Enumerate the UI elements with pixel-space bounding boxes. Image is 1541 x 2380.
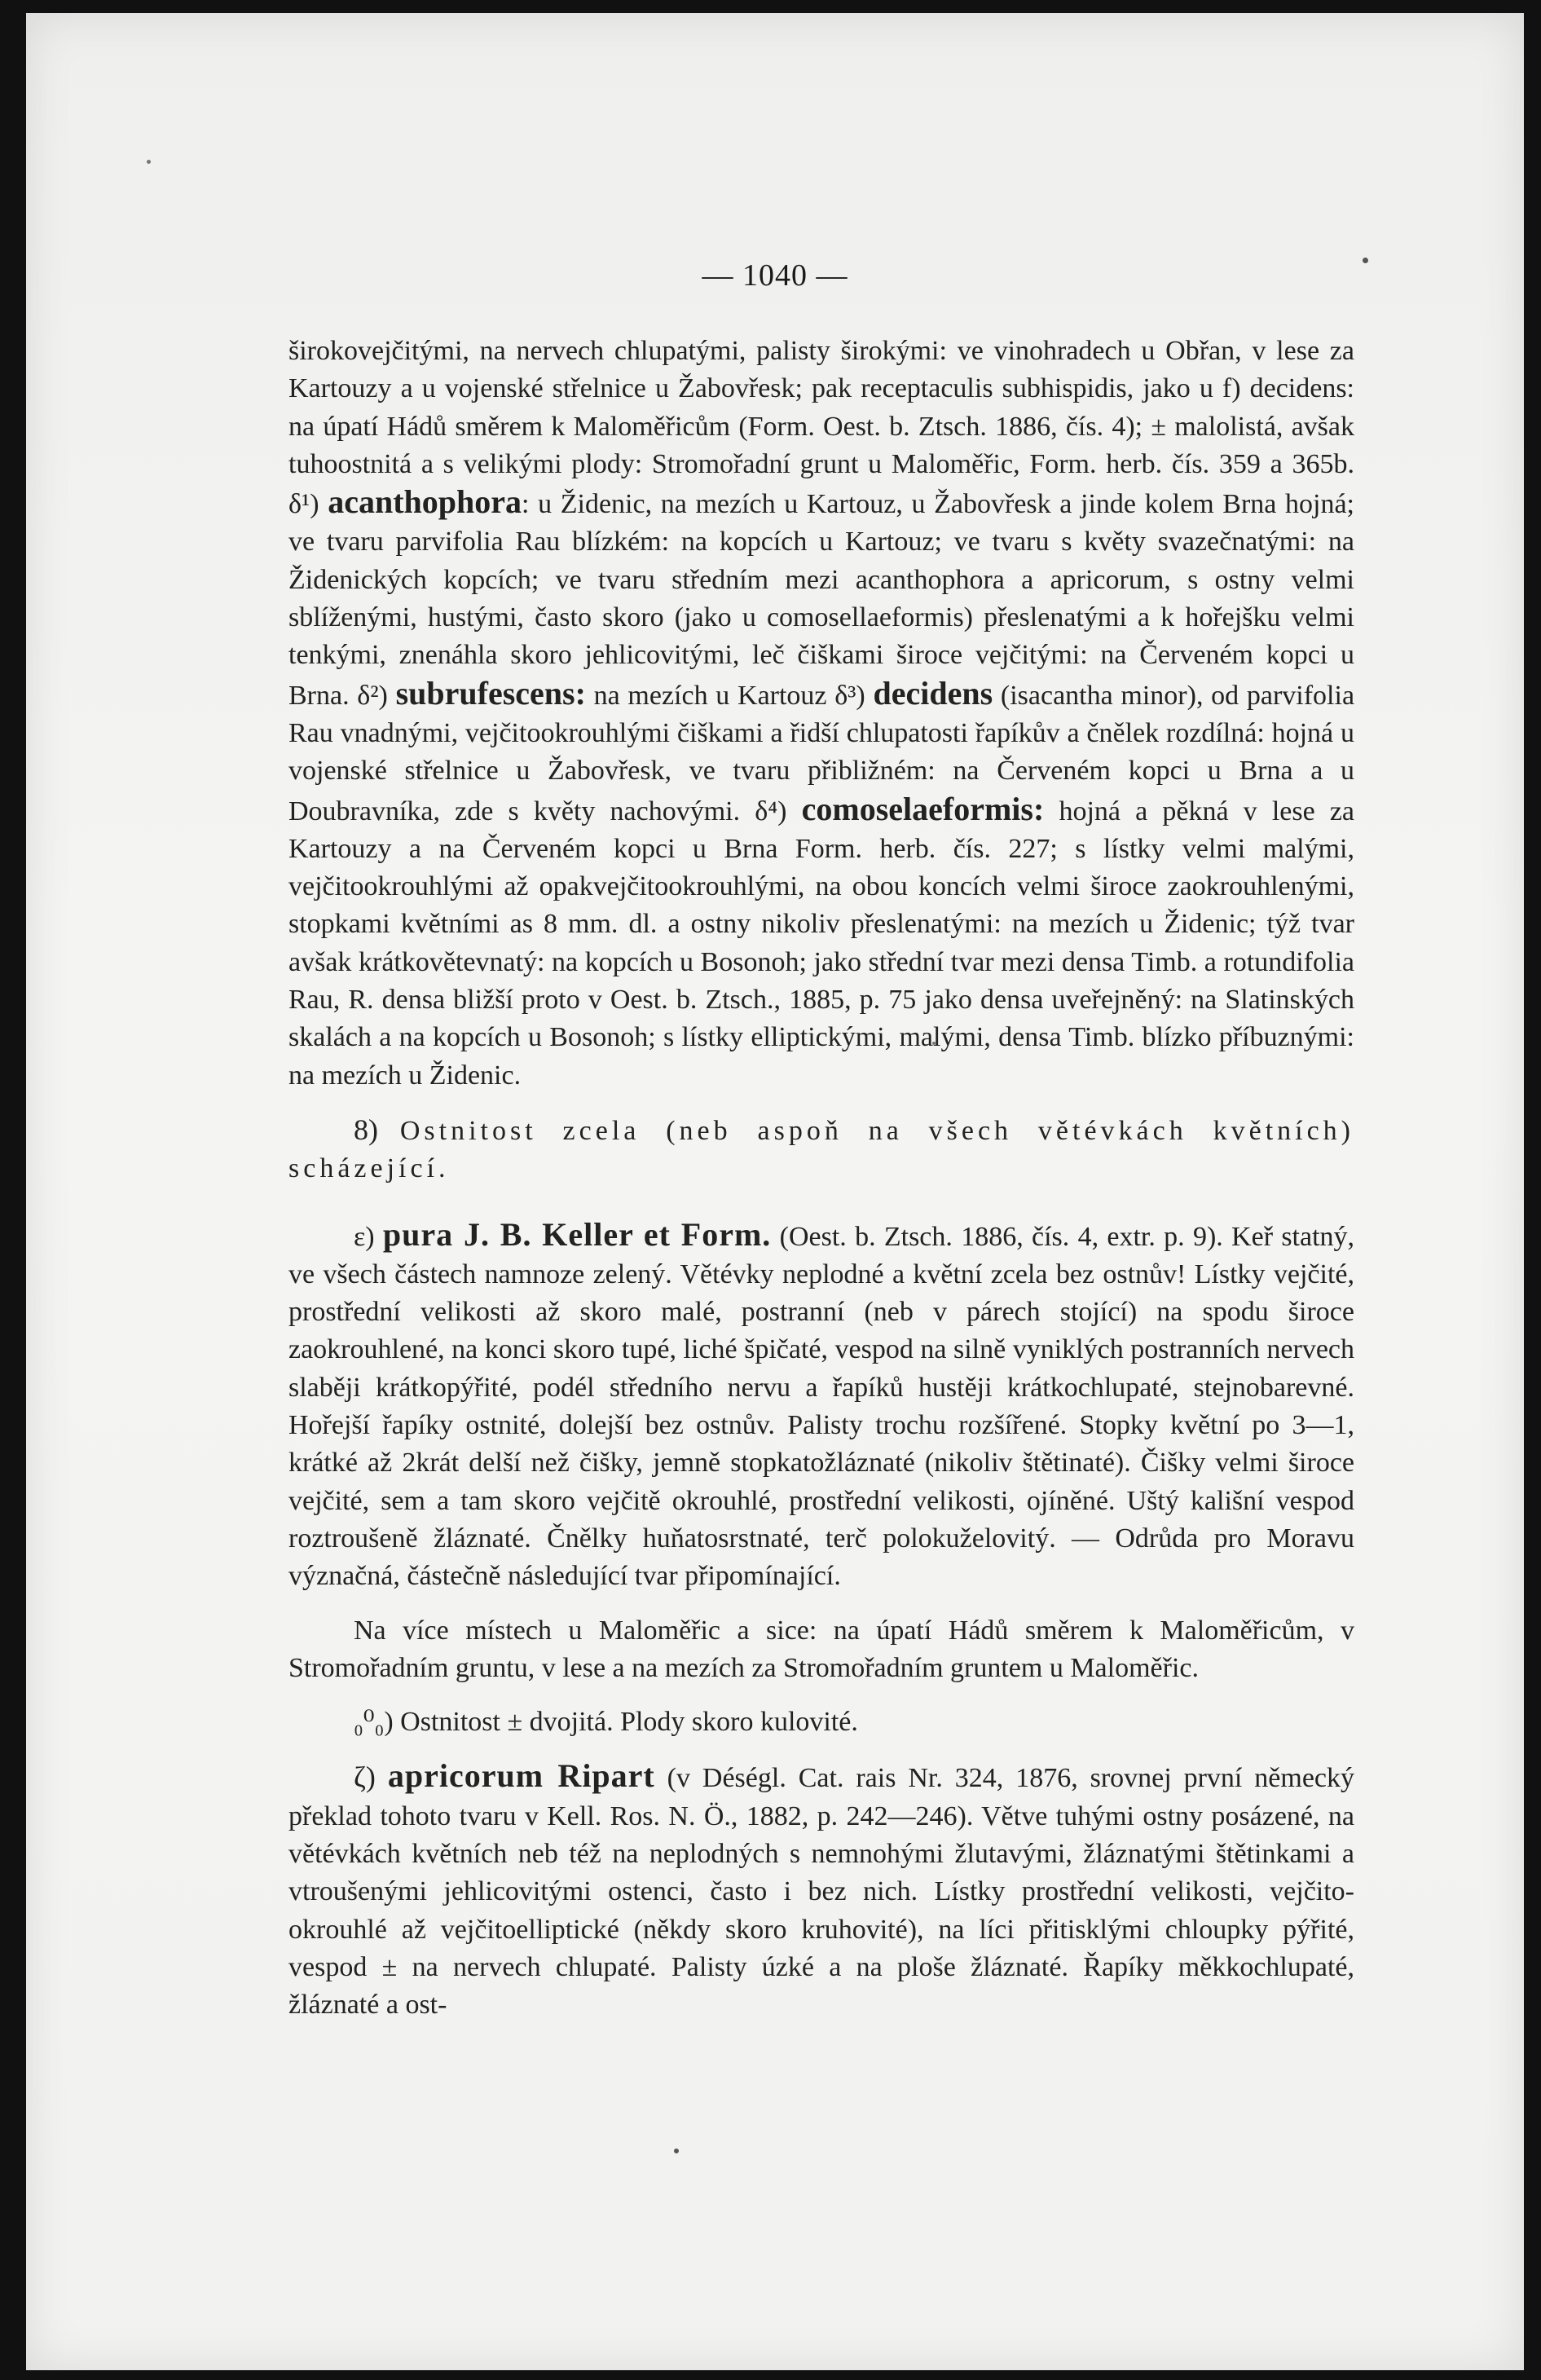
body-text — [288, 333, 1354, 2024]
paragraph-pura — [288, 1216, 1354, 1596]
paragraph-apricorum — [288, 1757, 1354, 2024]
text-run: na mezích u Kartouz δ³) — [593, 680, 865, 711]
paragraph-section-00 — [288, 1703, 1354, 1741]
text-run: Na více místech u Maloměřic a sice: na úpatí Hádů směrem k Maloměřicům, v Stromořadním gruntu, v lese a na mezích za Stromořadním gruntem u Maloměřic. — [288, 1615, 1354, 1683]
variety-name-acanthophora: acanthophora — [328, 483, 522, 521]
paragraph-section-8 — [288, 1111, 1354, 1188]
page-number: — 1040 — — [702, 258, 848, 293]
variety-name-pura: pura J. B. Keller et Form. — [382, 1215, 772, 1253]
text-run: širokovejčitými, na nervech chlupatými, palisty širokými: ve vinohradech u Obřan, v lese za Kartouzy a u vojenské střelnice u Žabovřesk; pak receptaculis subhispidis, jako u f) decidens: na úpatí Hádů směrem k Maloměřicům (Form. Oest. b. Ztsch. 1886, čís. 4); ± malolistá, avšak tuhoostnitá a s velikými plody: Stromořadní grunt u Maloměřic, Form. herb. čís. 359 a 365b. δ¹) — [288, 336, 1354, 520]
text-run: Ostnitost ± dvojitá. Plody skoro kulovité. — [400, 1707, 858, 1738]
section-marker: 8) — [354, 1113, 378, 1146]
scanned-page — [26, 13, 1524, 2370]
text-run: Ostnitost zcela (neb aspoň na všech větévkách květních) scházející. — [288, 1115, 1355, 1184]
dust-speck — [147, 160, 151, 164]
text-run: (Oest. b. Ztsch. 1886, čís. 4, extr. p. 9). Keř statný, ve všech částech namnoze zelený. Větévky neplodné a květní zcela bez ostnův! Lístky vejčité, prostřední velikosti až skoro malé, postranní (neb v párech stojící) na spodu široce zaokrouhlené, na konci skoro tupé, liché špičaté, vespod na silně vyniklých postranních nervech slaběji krátkopýřité, podél středního nervu a řapíků hustěji krátkochlupaté, stejnobarevné. Hořejší řapíky ostnité, dolejší bez ostnův. Palisty trochu rozšířené. Stopky květní po 3—1, krátké až 2krát delší než čišky, jemně stopkatožláznaté (nikoliv štětinaté). Čišky velmi široce vejčité, sem a tam skoro vejčitě okrouhlé, prostřední velikosti, ojíněné. Uštý kališní vespod roztroušeně žláznaté. Čnělky huňatosrstnaté, terč polokuželovitý. — Odrůda pro Moravu význačná, částečně následující tvar připomínající. — [288, 1221, 1355, 1592]
section-marker: ζ) — [354, 1761, 376, 1794]
variety-name-subrufescens: subrufescens: — [395, 674, 586, 712]
paragraph-varieties — [288, 333, 1354, 1095]
text-run: (isacantha minor), od parvifolia Rau vnadnými, vejčitookrouhlými čiškami a řidší chlupatosti řapíkův a čnělek rozdílná: hojná u vojenské střelnice u Žabovřesk, ve tvaru přibližném: na Červeném kopci u Brna a u Doubravníka, zde s květy nachovými. δ⁴) — [288, 680, 1355, 826]
text-run: (v Déségl. Cat. rais Nr. 324, 1876, srovnej první německý překlad tohoto tvaru v Kell. Ros. N. Ö., 1882, p. 242—246). Větve tuhými ostny posázené, na větévkách květních neb též na neplodných s nemnohými žlutavými, žláznatými štětinkami a vtroušenými jehlicovitými ostenci, často i bez nich. Lístky prostřední velikosti, vejčito-okrouhlé až vejčitoelliptické (někdy skoro kruhovité), na líci přitisklými chloupky pýřité, vespod ± na nervech chlupaté. Palisty úzké a na ploše žláznaté. Řapíky měkkochlupaté, žláznaté a ost- — [288, 1763, 1355, 2021]
text-run: : u Židenic, na mezích u Kartouz, u Žabovřesk a jinde kolem Brna hojná; ve tvaru parvifolia Rau blízkém: na kopcích u Kartouz; ve tvaru s květy svazečnatými: na Židenických kopcích; ve tvaru středním mezi acanthophora a apricorum, s ostny velmi sblíženými, hustými, často skoro (jako u comosellaeformis) přeslenatými a k hořejšku velmi tenkými, znenáhla skoro jehlicovitými, leč čiškami široce vejčitými: na Červeném kopci u Brna. δ²) — [288, 489, 1354, 711]
section-marker: ε) — [354, 1221, 375, 1252]
paragraph-localities — [288, 1612, 1354, 1688]
variety-name-apricorum: apricorum Ripart — [387, 1757, 655, 1795]
text-run: hojná a pěkná v lese za Kartouzy a na Červeném kopci u Brna Form. herb. čís. 227; s lístky velmi malými, vejčitookrouhlými až opakvejčitookrouhlými, na obou koncích velmi široce zaokrouhlenými, stopkami květními as 8 mm. dl. a ostny nikoliv přeslenatými: na mezích u Židenic; týž tvar avšak krátkovětevnatý: na kopcích u Bosonoh; jako střední tvar mezi densa Timb. a rotundifolia Rau, R. densa bližší proto v Oest. b. Ztsch., 1885, p. 75 jako densa uveřejněný: na Slatinských skalách a na kopcích u Bosonoh; s lístky elliptickými, malými, densa Timb. blízko příbuznými: na mezích u Židenic. — [288, 796, 1355, 1091]
section-marker: ₀⁰₀) — [354, 1707, 394, 1738]
variety-name-comoselaeformis: comoselaeformis: — [801, 790, 1045, 827]
dust-speck — [674, 2149, 679, 2153]
variety-name-decidens: decidens — [873, 674, 993, 712]
